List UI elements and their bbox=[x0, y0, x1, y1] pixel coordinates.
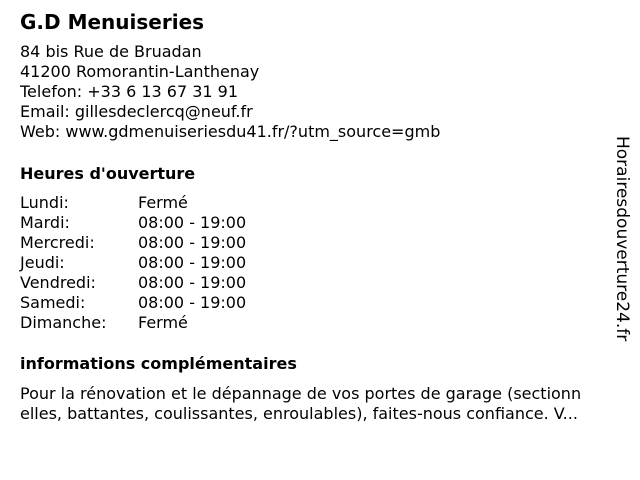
hours-time: 08:00 - 19:00 bbox=[138, 293, 247, 312]
hours-row bbox=[20, 253, 246, 273]
hours-day: Dimanche: bbox=[20, 313, 107, 332]
additional-info-heading: informations complémentaires bbox=[20, 354, 297, 373]
hours-time: Fermé bbox=[138, 313, 188, 332]
additional-info-text bbox=[20, 384, 632, 424]
hours-time: 08:00 - 19:00 bbox=[138, 273, 247, 292]
hours-row bbox=[20, 233, 246, 253]
hours-day: Vendredi: bbox=[20, 273, 96, 292]
phone-text: Telefon: +33 6 13 67 31 91 bbox=[20, 82, 239, 101]
hours-time: 08:00 - 19:00 bbox=[138, 213, 247, 232]
hours-time: 08:00 - 19:00 bbox=[138, 253, 247, 272]
business-name: G.D Menuiseries bbox=[20, 10, 205, 34]
hours-day: Mercredi: bbox=[20, 233, 95, 252]
hours-row bbox=[20, 313, 246, 333]
hours-time: Fermé bbox=[138, 193, 188, 212]
site-brand-vertical: Horairesdouverture24.fr bbox=[612, 136, 632, 342]
info-line: Pour la rénovation et le dépannage de vos portes de garage (sectionn bbox=[20, 384, 582, 403]
business-contact bbox=[20, 42, 440, 142]
address-city: 41200 Romorantin-Lanthenay bbox=[20, 62, 260, 81]
hours-day: Jeudi: bbox=[20, 253, 65, 272]
hours-row bbox=[20, 293, 246, 313]
opening-hours-table bbox=[20, 193, 246, 333]
hours-row bbox=[20, 213, 246, 233]
hours-time: 08:00 - 19:00 bbox=[138, 233, 247, 252]
hours-day: Lundi: bbox=[20, 193, 69, 212]
hours-day: Mardi: bbox=[20, 213, 70, 232]
hours-row bbox=[20, 193, 246, 213]
hours-day: Samedi: bbox=[20, 293, 86, 312]
info-line: elles, battantes, coulissantes, enroulables), faites-nous confiance. V... bbox=[20, 404, 578, 423]
address-street: 84 bis Rue de Bruadan bbox=[20, 42, 202, 61]
website-text: Web: www.gdmenuiseriesdu41.fr/?utm_source=gmb bbox=[20, 122, 441, 141]
opening-hours-heading: Heures d'ouverture bbox=[20, 164, 196, 183]
email-text: Email: gillesdeclercq@neuf.fr bbox=[20, 102, 253, 121]
hours-row bbox=[20, 273, 246, 293]
